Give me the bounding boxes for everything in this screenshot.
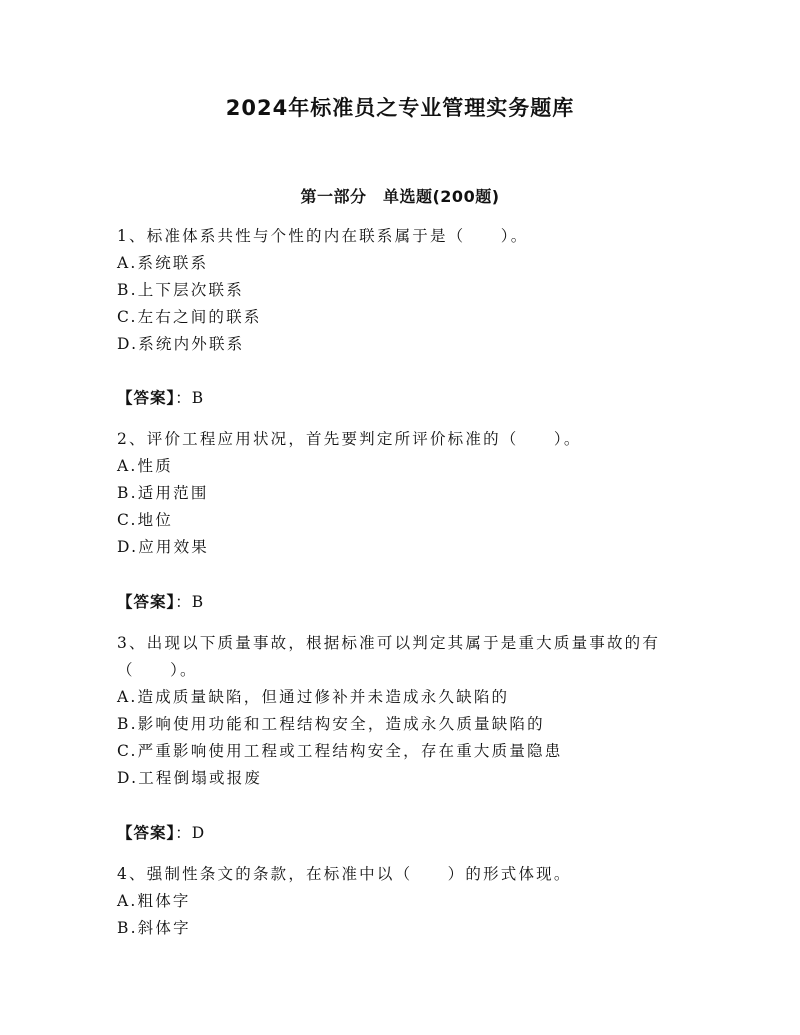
question-2-stem: 2、评价工程应用状况，首先要判定所评价标准的（ ）。: [117, 430, 582, 448]
answer-value: ：B: [175, 389, 205, 407]
question-3-option-d: D.工程倒塌或报废: [117, 769, 263, 787]
question-2-option-c: C.地位: [117, 511, 174, 529]
answer-value: ：B: [175, 593, 205, 611]
question-2-option-d: D.应用效果: [117, 538, 210, 556]
question-3-stem-continued: （ ）。: [117, 661, 198, 679]
document-title: 2024年标准员之专业管理实务题库: [225, 96, 575, 120]
question-1-option-d: D.系统内外联系: [117, 335, 245, 353]
question-3-option-a: A.造成质量缺陷，但通过修补并未造成永久缺陷的: [117, 688, 510, 706]
question-4-option-a: A.粗体字: [117, 892, 191, 910]
question-1-option-a: A.系统联系: [117, 254, 209, 272]
question-3-answer: [117, 823, 205, 843]
question-2-option-a: A.性质: [117, 457, 173, 475]
question-3-option-c: C.严重影响使用工程或工程结构安全，存在重大质量隐患: [117, 742, 563, 760]
question-1-option-b: B.上下层次联系: [117, 281, 244, 299]
question-4-option-b: B.斜体字: [117, 919, 191, 937]
answer-value: ：D: [175, 824, 206, 842]
question-1-answer: [117, 388, 204, 408]
question-2-answer: [117, 592, 204, 612]
section-title: 第一部分 单选题(200题): [300, 187, 500, 206]
question-1-stem: 1、标准体系共性与个性的内在联系属于是（ ）。: [117, 227, 529, 245]
question-3-stem: 3、出现以下质量事故，根据标准可以判定其属于是重大质量事故的有: [117, 634, 661, 652]
question-2-option-b: B.适用范围: [117, 484, 209, 502]
answer-label: 【答案】: [117, 389, 176, 407]
question-4-stem: 4、强制性条文的条款，在标准中以（ ）的形式体现。: [117, 865, 572, 883]
question-1-option-c: C.左右之间的联系: [117, 308, 262, 326]
question-3-option-b: B.影响使用功能和工程结构安全，造成永久质量缺陷的: [117, 715, 545, 733]
answer-label: 【答案】: [117, 593, 176, 611]
answer-label: 【答案】: [117, 824, 176, 842]
